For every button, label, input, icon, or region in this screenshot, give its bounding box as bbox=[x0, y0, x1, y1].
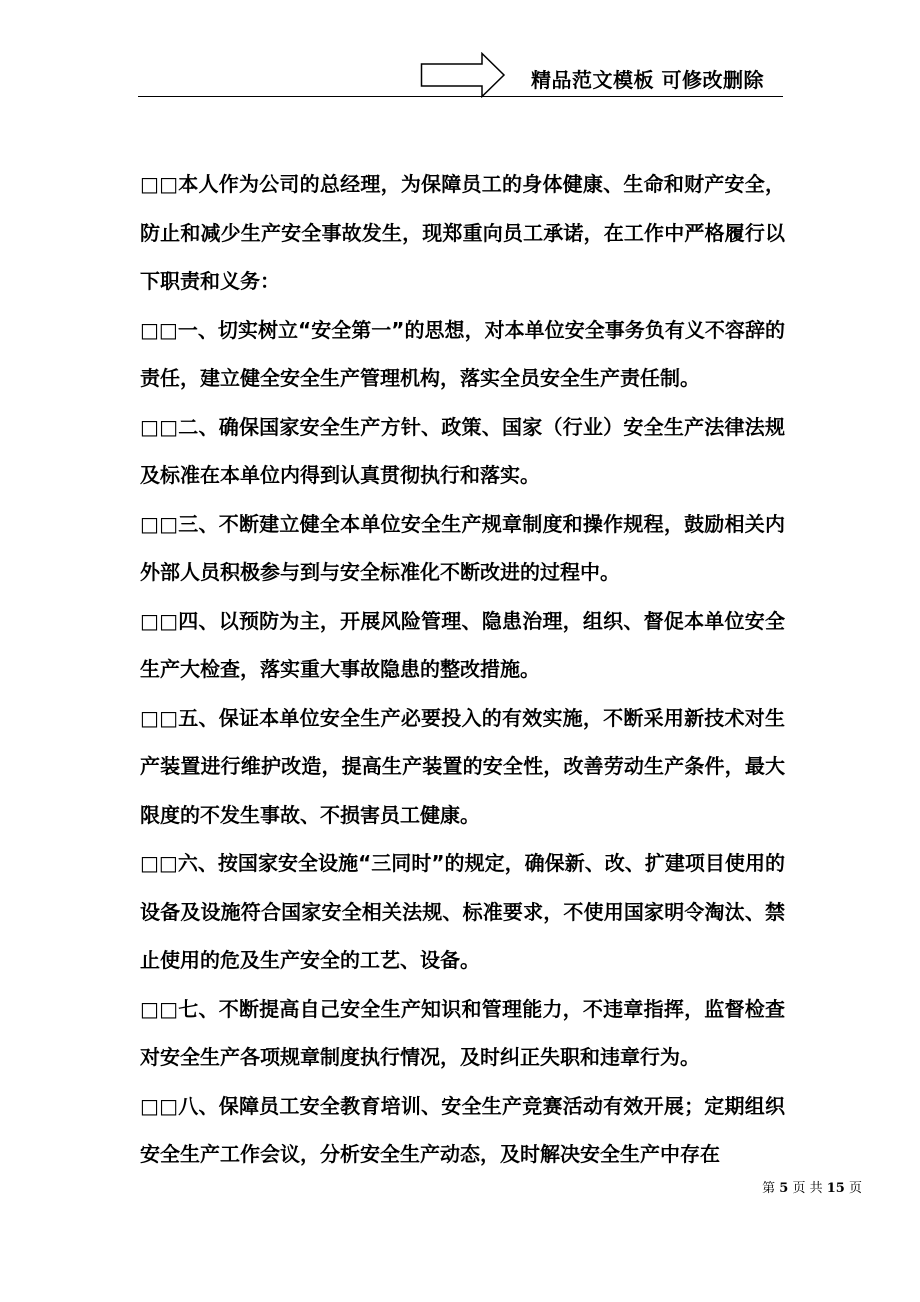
paragraph-item-2: □□二、确保国家安全生产方针、政策、国家（行业）安全生产法律法规及标准在本单位内得到认真贯彻执行和落实。 bbox=[140, 414, 785, 487]
paragraph-item-8: □□八、保障员工安全教育培训、安全生产竞赛活动有效开展；定期组织安全生产工作会议，分析安全生产动态，及时解决安全生产中存在 bbox=[140, 1093, 785, 1166]
arrow-right-icon bbox=[420, 52, 506, 98]
document-body bbox=[140, 160, 785, 1179]
paragraph-item-4: □□四、以预防为主，开展风险管理、隐患治理，组织、督促本单位安全生产大检查，落实重大事故隐患的整改措施。 bbox=[140, 608, 785, 681]
paragraph-item-1: □□一、切实树立“安全第一”的思想，对本单位安全事务负有义不容辞的责任，建立健全安全生产管理机构，落实全员安全生产责任制。 bbox=[140, 317, 785, 390]
paragraph-item-3: □□三、不断建立健全本单位安全生产规章制度和操作规程，鼓励相关内外部人员积极参与到与安全标准化不断改进的过程中。 bbox=[140, 511, 785, 584]
header-title: 精品范文模板 可修改删除 bbox=[531, 68, 764, 92]
current-page-number: 5 bbox=[779, 1181, 789, 1196]
paragraph-item-5: □□五、保证本单位安全生产必要投入的有效实施，不断采用新技术对生产装置进行维护改造，提高生产装置的安全性，改善劳动生产条件，最大限度的不发生事故、不损害员工健康。 bbox=[140, 705, 785, 827]
paragraph-item-6: □□六、按国家安全设施“三同时”的规定，确保新、改、扩建项目使用的设备及设施符合国家安全相关法规、标准要求，不使用国家明令淘汰、禁止使用的危及生产安全的工艺、设备。 bbox=[140, 851, 785, 972]
paragraph-item-7: □□七、不断提高自己安全生产知识和管理能力，不违章指挥，监督检查对安全生产各项规章制度执行情况，及时纠正失职和违章行为。 bbox=[140, 996, 785, 1069]
total-page-count: 15 bbox=[826, 1181, 845, 1196]
footer-total-prefix: 共 bbox=[809, 1181, 823, 1196]
footer-prefix: 第 bbox=[762, 1181, 776, 1196]
page-number-footer bbox=[700, 1178, 862, 1200]
page-header bbox=[0, 0, 920, 100]
footer-total-suffix: 页 bbox=[848, 1181, 862, 1196]
header-divider bbox=[138, 96, 783, 97]
paragraph-intro: □□本人作为公司的总经理，为保障员工的身体健康、生命和财产安全，防止和减少生产安全事故发生，现郑重向员工承诺，在工作中严格履行以下职责和义务： bbox=[140, 172, 785, 293]
footer-page-label: 页 bbox=[792, 1181, 806, 1196]
